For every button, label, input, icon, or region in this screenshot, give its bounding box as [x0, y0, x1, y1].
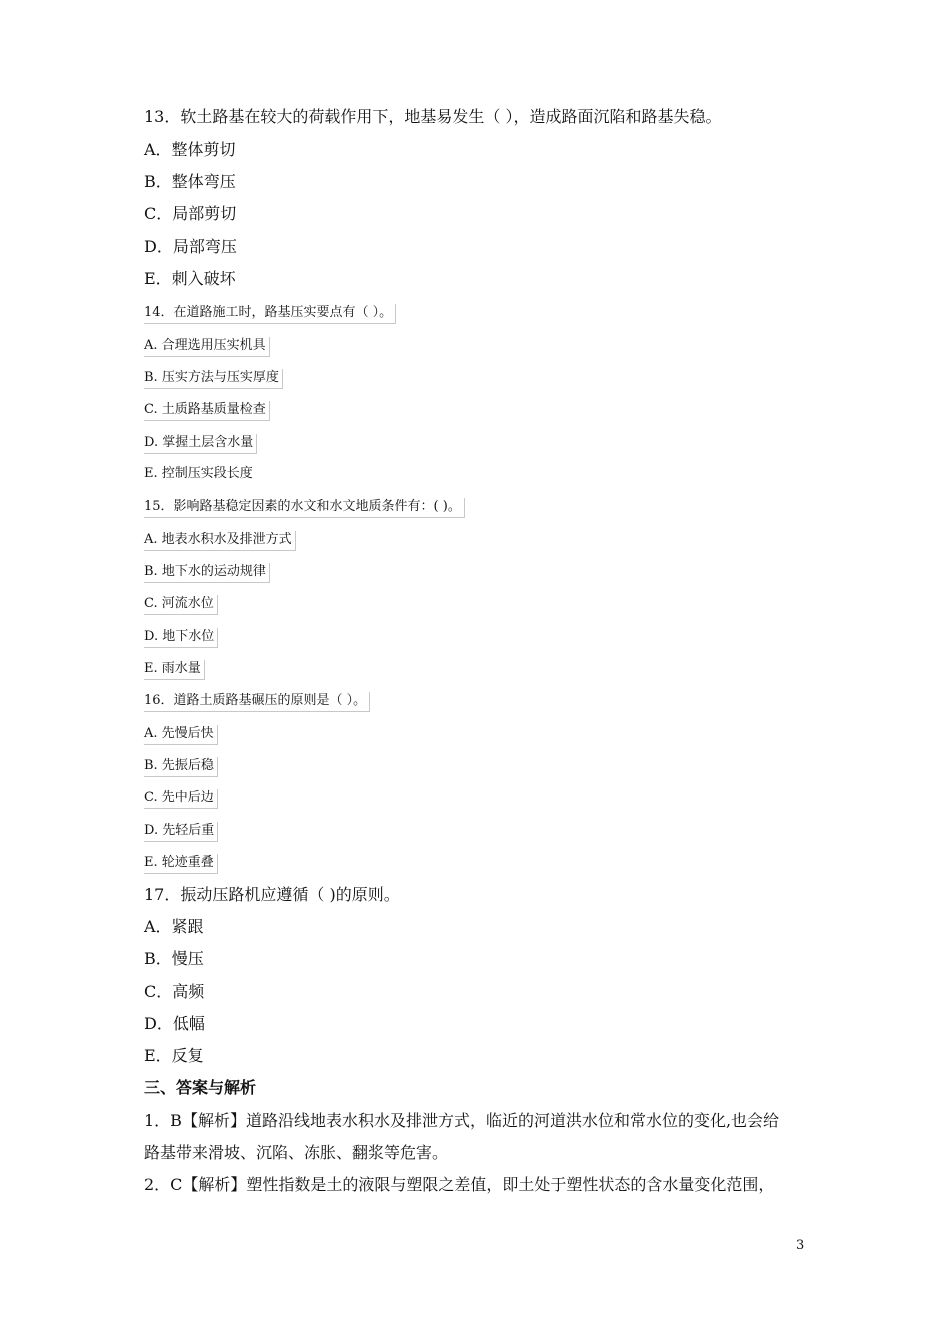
question-17-option-e: E．反复	[144, 1046, 204, 1065]
question-14-option-c: C. 土质路基质量检查	[144, 401, 270, 421]
question-14-option-b: B. 压实方法与压实厚度	[144, 369, 283, 389]
question-14-stem: 14．在道路施工时，路基压实要点有（ ）。	[144, 304, 396, 324]
question-15-option-e: E. 雨水量	[144, 660, 205, 680]
question-13-option-b: B．整体弯压	[144, 172, 236, 191]
question-13-option-e: E．刺入破坏	[144, 269, 236, 288]
question-17-option-b: B．慢压	[144, 949, 204, 968]
question-15-stem: 15．影响路基稳定因素的水文和水文地质条件有：( )。	[144, 498, 465, 518]
answer-1-line-1: 1．B【解析】道路沿线地表水积水及排泄方式，临近的河道洪水位和常水位的变化,也会给	[144, 1111, 780, 1130]
question-14-option-a: A. 合理选用压实机具	[144, 337, 270, 357]
question-16-option-e: E. 轮迹重叠	[144, 854, 218, 874]
question-16-option-d: D. 先轻后重	[144, 822, 218, 842]
question-16-stem: 16．道路土质路基碾压的原则是（ ）。	[144, 692, 370, 712]
answer-1-line-2: 路基带来滑坡、沉陷、冻胀、翻浆等危害。	[144, 1143, 449, 1162]
question-16-option-b: B. 先振后稳	[144, 757, 218, 777]
question-17-option-d: D．低幅	[144, 1014, 205, 1033]
question-13-option-d: D．局部弯压	[144, 237, 237, 256]
question-16-option-a: A. 先慢后快	[144, 725, 218, 745]
question-17-option-c: C．高频	[144, 982, 205, 1001]
question-17-stem: 17．振动压路机应遵循（ )的原则。	[144, 885, 400, 904]
question-14-option-d: D. 掌握土层含水量	[144, 434, 257, 454]
question-13-stem: 13．软土路基在较大的荷载作用下，地基易发生（ ），造成路面沉陷和路基失稳。	[144, 107, 722, 126]
answers-heading: 三、答案与解析	[144, 1078, 257, 1097]
answer-2-line-1: 2．C【解析】塑性指数是土的液限与塑限之差值，即土处于塑性状态的含水量变化范围，	[144, 1175, 775, 1194]
question-15-option-c: C. 河流水位	[144, 595, 218, 615]
question-13-option-c: C．局部剪切	[144, 204, 237, 223]
question-15-option-d: D. 地下水位	[144, 628, 218, 648]
question-15-option-b: B. 地下水的运动规律	[144, 563, 270, 583]
question-16-option-c: C. 先中后边	[144, 789, 218, 809]
question-17-option-a: A．紧跟	[144, 917, 204, 936]
question-15-option-a: A. 地表水积水及排泄方式	[144, 531, 296, 551]
page-number: 3	[796, 1238, 805, 1253]
question-14-option-e: E. 控制压实段长度	[144, 466, 253, 481]
question-13-option-a: A．整体剪切	[144, 140, 236, 159]
